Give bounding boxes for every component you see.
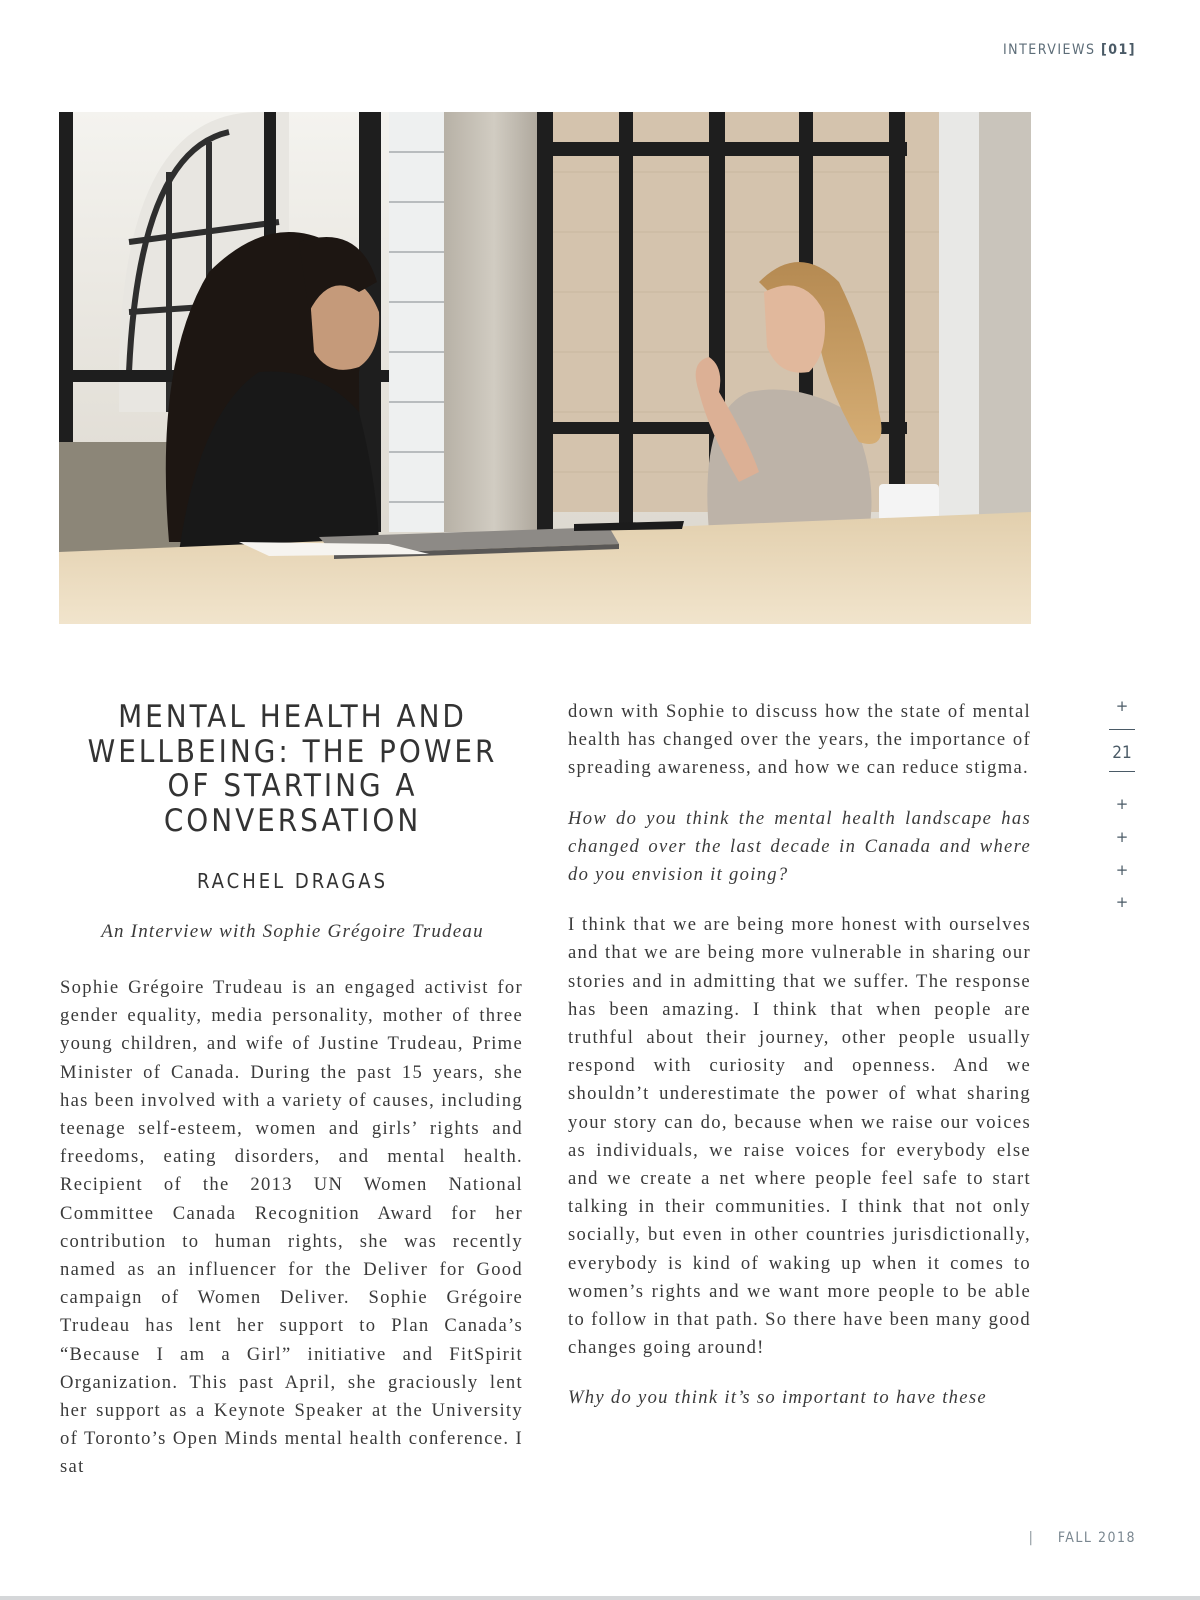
intro-paragraph-continued: down with Sophie to discuss how the state of mental health has changed over the years, the importance of spreading awareness, and how we can reduce stigma. <box>568 701 1031 779</box>
issue-label: FALL 2018 <box>1057 1530 1136 1546</box>
plus-icon[interactable]: + <box>1115 861 1129 879</box>
divider <box>1109 729 1135 730</box>
section-label <box>1003 42 1136 58</box>
article-title: MENTAL HEALTH AND WELLBEING: THE POWER OF STARTING A CONVERSATION <box>87 699 498 839</box>
plus-icon[interactable]: + <box>1115 828 1129 846</box>
answer-1: I think that we are being more honest with ourselves and that we are being more vulnerable in sharing our stories and in admitting that we suffer. The response has been amazing. I think that when people are truthful about their journey, other people usually respond with curiosity and openness. And we shouldn’t underestimate the power of what sharing your story can do, because when we raise our voices as individuals, we raise voices for everybody else and we create a net where people feel safe to start talking in their communities. I think that not only socially, but even in other countries jurisdictionally, everybody is kind of waking up when it comes to women’s rights and we want more people to be able to follow in that path. So there have been many good changes going around! <box>568 914 1031 1359</box>
divider <box>1109 771 1135 772</box>
question-2: Why do you think it’s so important to have these <box>568 1387 987 1409</box>
interview-photo <box>59 112 1031 624</box>
left-column <box>60 974 523 1482</box>
article-author: RACHEL DRAGAS <box>196 869 389 893</box>
bottom-band <box>0 1596 1200 1600</box>
footer <box>1029 1530 1136 1546</box>
article-subtitle: An Interview with Sophie Grégoire Trudeau <box>101 921 484 942</box>
section-label-text: INTERVIEWS <box>1002 42 1096 58</box>
right-column <box>568 698 1031 1413</box>
intro-paragraph: Sophie Grégoire Trudeau is an engaged activist for gender equality, media personality, mother of three young children, and wife of Justine Trudeau, Prime Minister of Canada. During the past 15 years, she has been involved with a variety of causes, including teenage self-esteem, women and girls’ rights and freedoms, eating disorders, and mental health. Recipient of the 2013 UN Women National Committee Canada Recognition Award for her contribution to human rights, she was recently named as an influencer for the Deliver for Good campaign of Women Deliver. Sophie Grégoire Trudeau has lent her support to Plan Canada’s “Because I am a Girl” initiative and FitSpirit Organization. This past April, she graciously lent her support as a Keynote Speaker at the University of Toronto’s Open Minds mental health conference. I sat <box>60 977 523 1478</box>
plus-icon[interactable]: + <box>1115 795 1129 813</box>
plus-icon[interactable]: + <box>1115 697 1129 715</box>
footer-separator: | <box>1028 1530 1035 1546</box>
page-number: 21 <box>1112 743 1132 763</box>
question-1: How do you think the mental health landscape has changed over the last decade in Canada and where do you envision it going? <box>568 807 1031 886</box>
plus-icon[interactable]: + <box>1115 893 1129 911</box>
section-number: [01] <box>1100 42 1136 58</box>
